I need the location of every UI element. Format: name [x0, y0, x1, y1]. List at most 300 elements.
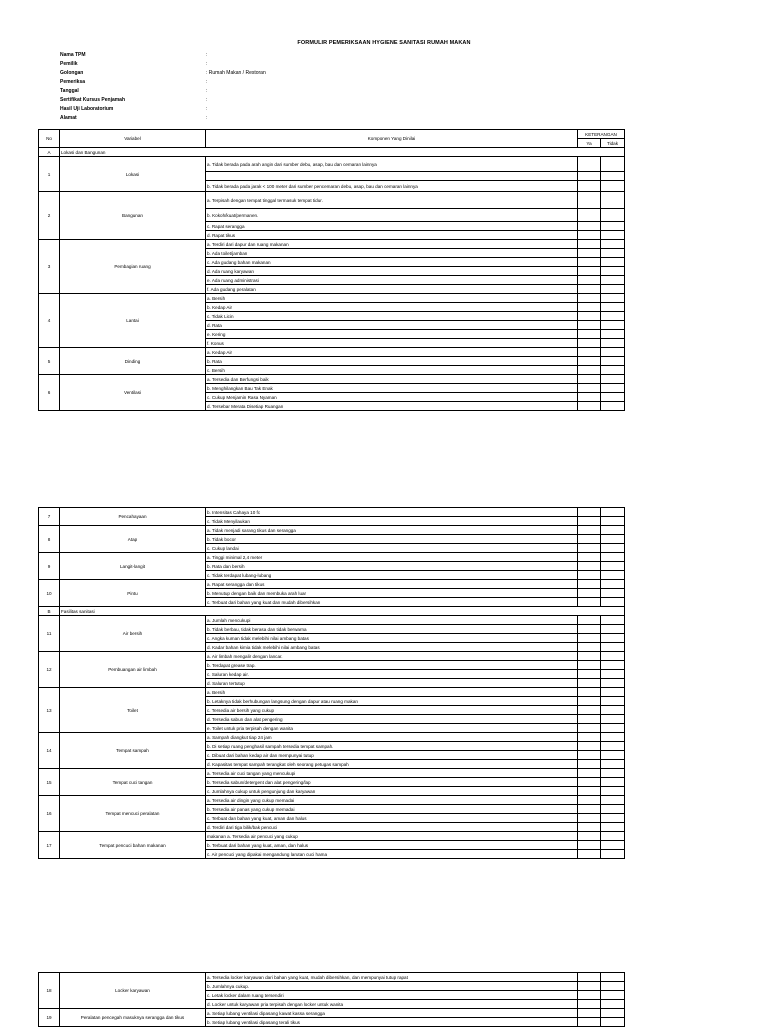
component-item: b. Tersedia sabun/detergent dan alat pengering/lap — [206, 778, 578, 787]
header-field-label: Tanggal — [60, 88, 79, 94]
check-tidak-cell[interactable] — [601, 724, 625, 733]
check-tidak-cell[interactable] — [601, 258, 625, 267]
header-field-label: Nama TPM — [60, 52, 86, 58]
header-field-value[interactable]: : — [206, 115, 208, 121]
check-tidak-cell[interactable] — [601, 643, 625, 652]
check-tidak-cell[interactable] — [601, 805, 625, 814]
inspection-table-page-3 — [38, 972, 625, 1027]
check-ya-cell[interactable] — [578, 517, 601, 526]
check-tidak-cell[interactable] — [601, 508, 625, 517]
row-number: 2 — [39, 192, 60, 240]
inspection-table-page-1 — [38, 129, 625, 411]
check-ya-cell[interactable] — [578, 321, 601, 330]
header-field-value[interactable]: : — [206, 106, 208, 112]
check-tidak-cell[interactable] — [601, 222, 625, 231]
check-ya-cell[interactable] — [578, 832, 601, 841]
component-item: c. Tidak terdapat lubang-lubang — [206, 571, 578, 580]
check-ya-cell[interactable] — [578, 249, 601, 258]
row-variable: Lokasi — [60, 157, 206, 192]
check-ya-cell[interactable] — [578, 375, 601, 384]
check-ya-cell[interactable] — [578, 715, 601, 724]
check-tidak-cell[interactable] — [601, 634, 625, 643]
check-tidak-cell[interactable] — [601, 330, 625, 339]
row-number: 7 — [39, 508, 60, 526]
row-number: 15 — [39, 769, 60, 796]
component-item: c. Terbuat dari bahan yang kuat dan mudah dibersihkan — [206, 598, 578, 607]
check-ya-cell[interactable] — [578, 670, 601, 679]
row-variable: Atap — [60, 526, 206, 553]
check-ya-cell[interactable] — [578, 1018, 601, 1027]
row-number: 16 — [39, 796, 60, 832]
table-row — [39, 294, 625, 303]
table-row — [39, 348, 625, 357]
check-ya-cell[interactable] — [578, 841, 601, 850]
header-field-value[interactable]: : — [206, 97, 208, 103]
check-ya-cell[interactable] — [578, 366, 601, 375]
check-tidak-cell[interactable] — [601, 670, 625, 679]
check-tidak-cell[interactable] — [601, 375, 625, 384]
component-item: b. Tidak berbau, tidak berasa dan tidak berwarna — [206, 625, 578, 634]
component-item: e. Kering — [206, 330, 578, 339]
table-row — [39, 733, 625, 742]
check-ya-cell[interactable] — [578, 294, 601, 303]
check-ya-cell[interactable] — [578, 787, 601, 796]
check-tidak-cell[interactable] — [601, 787, 625, 796]
component-item: c. Tidak Licin — [206, 312, 578, 321]
component-item: d. Rata — [206, 321, 578, 330]
row-number: 17 — [39, 832, 60, 859]
row-variable: Lantai — [60, 294, 206, 348]
row-variable: Tempat pencuci bahan makanan — [60, 832, 206, 859]
check-tidak-cell[interactable] — [601, 249, 625, 258]
check-tidak-cell[interactable] — [601, 526, 625, 535]
check-tidak-cell[interactable] — [601, 535, 625, 544]
check-ya-cell[interactable] — [578, 991, 601, 1000]
component-item: a. Tidak menjadi sarang tikus dan serangga — [206, 526, 578, 535]
header-field-row — [60, 87, 266, 96]
check-tidak-cell[interactable] — [601, 1000, 625, 1009]
component-item: c. Angka kuman tidak melebihi nilai ambang batas — [206, 634, 578, 643]
component-item: b. Terbuat dari bahan yang kuat, aman, dan halus — [206, 841, 578, 850]
component-item: b. Ada toilet/jamban — [206, 249, 578, 258]
component-item: a. Tersedia dan Berfungsi baik — [206, 375, 578, 384]
check-ya-cell[interactable] — [578, 276, 601, 285]
row-variable: Peralatan pencegah masuknya serangga dan tikus — [60, 1009, 206, 1027]
table-row — [39, 1009, 625, 1018]
table-row — [39, 157, 625, 172]
inspection-table-page-2 — [38, 507, 625, 859]
check-ya-cell[interactable] — [578, 402, 601, 411]
component-item: b. Rata dan bersih — [206, 562, 578, 571]
check-tidak-cell[interactable] — [601, 1009, 625, 1018]
check-ya-cell[interactable] — [578, 285, 601, 294]
row-variable: Bangunan — [60, 192, 206, 240]
check-tidak-cell[interactable] — [601, 778, 625, 787]
row-number: 13 — [39, 688, 60, 733]
component-item: f. Konus — [206, 339, 578, 348]
col-ya-header: Ya — [578, 139, 601, 148]
check-ya-cell[interactable] — [578, 778, 601, 787]
component-item: c. Tidak Menyilaukan — [206, 517, 578, 526]
header-field-row — [60, 60, 266, 69]
component-item: b. Setiap lubang ventilasi dipasang terali tikus — [206, 1018, 578, 1027]
component-item: d. Locker untuk karyawan pria terpisah dengan locker untuk wanita — [206, 1000, 578, 1009]
check-ya-cell[interactable] — [578, 330, 601, 339]
check-tidak-cell[interactable] — [601, 973, 625, 982]
check-ya-cell[interactable] — [578, 850, 601, 859]
row-number: 12 — [39, 652, 60, 688]
row-variable: Pintu — [60, 580, 206, 607]
component-item: a. Tersedia locker karyawan dari bahan yang kuat, mudah dibersihkan, dan mempunyai tutup rapat — [206, 973, 578, 982]
check-ya-cell[interactable] — [578, 580, 601, 589]
component-item: a. Setiap lubang ventilasi dipasang kawat kassa serangga — [206, 1009, 578, 1018]
row-variable: Toilet — [60, 688, 206, 733]
table-row — [39, 796, 625, 805]
check-tidak-cell[interactable] — [601, 181, 625, 192]
check-tidak-cell[interactable] — [601, 276, 625, 285]
component-item: c. Ada gudang bahan makanan — [206, 258, 578, 267]
component-item: d. Ada ruang karyawan — [206, 267, 578, 276]
check-ya-cell[interactable] — [578, 544, 601, 553]
check-tidak-cell[interactable] — [601, 294, 625, 303]
component-item: b. Tidak bocor — [206, 535, 578, 544]
table-row — [39, 553, 625, 562]
component-item: a. Bersih — [206, 294, 578, 303]
header-field-row — [60, 78, 266, 87]
check-tidak-cell[interactable] — [601, 339, 625, 348]
check-tidak-cell[interactable] — [601, 580, 625, 589]
check-tidak-cell[interactable] — [601, 393, 625, 402]
header-field-row — [60, 114, 266, 123]
check-ya-cell[interactable] — [578, 598, 601, 607]
table-row — [39, 192, 625, 209]
component-item: e. Ada ruang administrasi — [206, 276, 578, 285]
check-ya-cell[interactable] — [578, 814, 601, 823]
row-variable: Pembagian ruang — [60, 240, 206, 294]
component-item: a. Rapat serangga dan tikus — [206, 580, 578, 589]
table-row — [39, 832, 625, 841]
component-item: c. Saluran kedap air. — [206, 670, 578, 679]
check-tidak-cell[interactable] — [601, 384, 625, 393]
check-ya-cell[interactable] — [578, 742, 601, 751]
header-field-row — [60, 105, 266, 114]
component-item: b. Letaknya tidak berhubungan langsung dengan dapur atau ruang makan — [206, 697, 578, 706]
row-number: 9 — [39, 553, 60, 580]
check-ya-cell[interactable] — [578, 796, 601, 805]
check-ya-cell[interactable] — [578, 679, 601, 688]
row-number: 8 — [39, 526, 60, 553]
row-number: 14 — [39, 733, 60, 769]
check-ya-cell[interactable] — [578, 1009, 601, 1018]
header-field-value[interactable]: : — [206, 79, 208, 85]
check-tidak-cell[interactable] — [601, 589, 625, 598]
header-fields — [60, 51, 266, 123]
check-tidak-cell[interactable] — [601, 312, 625, 321]
check-ya-cell[interactable] — [578, 688, 601, 697]
component-item: a. Air limbah mengalir dengan lancar. — [206, 652, 578, 661]
check-tidak-cell[interactable] — [601, 209, 625, 222]
component-item: a. Tersedia air cuci tangan yang mencukupi — [206, 769, 578, 778]
component-item: b. Kedap Air — [206, 303, 578, 312]
check-ya-cell[interactable] — [578, 724, 601, 733]
header-field-label: Pemeriksa — [60, 79, 86, 85]
check-tidak-cell[interactable] — [601, 366, 625, 375]
row-number: 18 — [39, 973, 60, 1009]
check-tidak-cell[interactable] — [601, 1018, 625, 1027]
check-tidak-cell[interactable] — [601, 598, 625, 607]
col-komponen-header: Komponen Yang Dinilai — [206, 130, 578, 148]
component-item: e. Toilet untuk pria terpisah dengan wanita — [206, 724, 578, 733]
table-row — [39, 616, 625, 625]
col-no-header: No — [39, 130, 60, 148]
check-ya-cell[interactable] — [578, 733, 601, 742]
component-item: b. Terdapat grease trap. — [206, 661, 578, 670]
component-item: c. Terbuat dan bahan yang kuat, aman dan halus — [206, 814, 578, 823]
component-item: c. Bersih — [206, 366, 578, 375]
row-number: 11 — [39, 616, 60, 652]
table-row — [39, 240, 625, 249]
table-row — [39, 652, 625, 661]
check-ya-cell[interactable] — [578, 526, 601, 535]
check-ya-cell[interactable] — [578, 982, 601, 991]
check-ya-cell[interactable] — [578, 625, 601, 634]
check-ya-cell[interactable] — [578, 634, 601, 643]
check-tidak-cell[interactable] — [601, 751, 625, 760]
component-item: f. Ada gudang peralatan — [206, 285, 578, 294]
header-field-row — [60, 96, 266, 105]
check-ya-cell[interactable] — [578, 652, 601, 661]
component-item: d. Kadar bahan kimia tidak melebihi nilai ambang batas — [206, 643, 578, 652]
check-tidak-cell[interactable] — [601, 285, 625, 294]
check-ya-cell[interactable] — [578, 973, 601, 982]
component-item: b. Tersedia air panas yang cukup memadai — [206, 805, 578, 814]
check-tidak-cell[interactable] — [601, 240, 625, 249]
check-tidak-cell[interactable] — [601, 348, 625, 357]
check-ya-cell[interactable] — [578, 393, 601, 402]
check-ya-cell[interactable] — [578, 157, 601, 172]
check-tidak-cell[interactable] — [601, 157, 625, 172]
check-ya-cell[interactable] — [578, 209, 601, 222]
component-item: b. Di setiap ruang penghasil sampah tersedia tempat sampah. — [206, 742, 578, 751]
component-item — [206, 172, 578, 181]
col-variabel-header: Variabel — [60, 130, 206, 148]
check-tidak-cell[interactable] — [601, 616, 625, 625]
header-field-value[interactable]: : — [206, 88, 208, 94]
header-field-label: Sertifikat Kursus Penjamah — [60, 97, 126, 103]
check-tidak-cell[interactable] — [601, 706, 625, 715]
check-ya-cell[interactable] — [578, 172, 601, 181]
header-field-value[interactable]: : — [206, 61, 208, 67]
check-ya-cell[interactable] — [578, 508, 601, 517]
component-item: a. Terpisah dengan tempat tinggal termasuk tempat tidur. — [206, 192, 578, 209]
check-ya-cell[interactable] — [578, 258, 601, 267]
row-number: 10 — [39, 580, 60, 607]
component-item: d. Saluran tertutup — [206, 679, 578, 688]
check-ya-cell[interactable] — [578, 231, 601, 240]
check-ya-cell[interactable] — [578, 339, 601, 348]
component-item: d. Rapat tikus — [206, 231, 578, 240]
check-ya-cell[interactable] — [578, 348, 601, 357]
check-ya-cell[interactable] — [578, 823, 601, 832]
check-ya-cell[interactable] — [578, 751, 601, 760]
check-ya-cell[interactable] — [578, 769, 601, 778]
component-item: c. Tersedia air bersih yang cukup — [206, 706, 578, 715]
check-tidak-cell[interactable] — [601, 562, 625, 571]
row-variable: Pencahayaan — [60, 508, 206, 526]
row-number: 19 — [39, 1009, 60, 1027]
component-item: c. Cukup Menjamin Rasa Nyaman — [206, 393, 578, 402]
check-tidak-cell[interactable] — [601, 267, 625, 276]
component-item: d. Kapasitas tempat sampah terangkat oleh seorang petugas sampah — [206, 760, 578, 769]
check-ya-cell[interactable] — [578, 553, 601, 562]
check-tidak-cell[interactable] — [601, 742, 625, 751]
row-variable: Dinding — [60, 348, 206, 375]
check-tidak-cell[interactable] — [601, 841, 625, 850]
check-tidak-cell[interactable] — [601, 652, 625, 661]
check-tidak-cell[interactable] — [601, 517, 625, 526]
check-tidak-cell[interactable] — [601, 796, 625, 805]
check-ya-cell[interactable] — [578, 706, 601, 715]
table-row — [39, 688, 625, 697]
check-ya-cell[interactable] — [578, 760, 601, 769]
component-item: makanan a. Tersedia air pencuci yang cukup — [206, 832, 578, 841]
check-tidak-cell[interactable] — [601, 832, 625, 841]
section-label: Fasilitas sanitasi — [60, 607, 625, 616]
check-ya-cell[interactable] — [578, 192, 601, 209]
row-variable: Tempat cuci tangan — [60, 769, 206, 796]
component-item: a. Tersedia air dingin yang cukup memadai — [206, 796, 578, 805]
row-number: 6 — [39, 375, 60, 411]
component-item: a. Bersih — [206, 688, 578, 697]
component-item: a. Jumlah mencukupi — [206, 616, 578, 625]
component-item: d. Terdiri dari tiga bilik/bak pencuci — [206, 823, 578, 832]
section-letter: B — [39, 607, 60, 616]
check-tidak-cell[interactable] — [601, 715, 625, 724]
check-tidak-cell[interactable] — [601, 231, 625, 240]
check-ya-cell[interactable] — [578, 661, 601, 670]
table-row — [39, 526, 625, 535]
section-row — [39, 148, 625, 157]
check-tidak-cell[interactable] — [601, 982, 625, 991]
check-tidak-cell[interactable] — [601, 814, 625, 823]
check-tidak-cell[interactable] — [601, 357, 625, 366]
check-tidak-cell[interactable] — [601, 544, 625, 553]
check-tidak-cell[interactable] — [601, 303, 625, 312]
check-tidak-cell[interactable] — [601, 688, 625, 697]
component-item: b. Tidak berada pada jarak < 100 meter dari sumber pencemaran debu, asap, bau dan cemaran lainnya — [206, 181, 578, 192]
check-tidak-cell[interactable] — [601, 192, 625, 209]
check-ya-cell[interactable] — [578, 267, 601, 276]
check-tidak-cell[interactable] — [601, 769, 625, 778]
check-ya-cell[interactable] — [578, 697, 601, 706]
check-tidak-cell[interactable] — [601, 553, 625, 562]
check-tidak-cell[interactable] — [601, 733, 625, 742]
row-number: 1 — [39, 157, 60, 192]
check-ya-cell[interactable] — [578, 571, 601, 580]
row-number: 5 — [39, 348, 60, 375]
component-item: a. Terdiri dari dapur dan ruang makanan — [206, 240, 578, 249]
table-row — [39, 769, 625, 778]
check-tidak-cell[interactable] — [601, 402, 625, 411]
section-label: Lokasi dan Bangunan — [60, 148, 625, 157]
check-ya-cell[interactable] — [578, 181, 601, 192]
section-letter: A — [39, 148, 60, 157]
row-variable: Pembuangan air limbah — [60, 652, 206, 688]
header-field-label: Hasil Uji Laboratorium — [60, 106, 114, 112]
check-ya-cell[interactable] — [578, 240, 601, 249]
table-row — [39, 580, 625, 589]
section-row — [39, 607, 625, 616]
check-tidak-cell[interactable] — [601, 571, 625, 580]
table-header-row — [39, 130, 625, 139]
table-row — [39, 508, 625, 517]
check-ya-cell[interactable] — [578, 303, 601, 312]
check-ya-cell[interactable] — [578, 357, 601, 366]
component-item: b. Kokoh/kuat/permanen. — [206, 209, 578, 222]
check-tidak-cell[interactable] — [601, 823, 625, 832]
row-variable: Locker karyawan — [60, 973, 206, 1009]
component-item: c. Jumlahnya cukup untuk pengunjung dan karyawan — [206, 787, 578, 796]
check-ya-cell[interactable] — [578, 643, 601, 652]
check-ya-cell[interactable] — [578, 1000, 601, 1009]
component-item: c. Dibuat dari bahan kedap air dan mempunyai tutup — [206, 751, 578, 760]
check-ya-cell[interactable] — [578, 562, 601, 571]
component-item: d. Tersedia sabun dan alat pengering — [206, 715, 578, 724]
table-row — [39, 375, 625, 384]
component-item: a. Tidak berada pada arah angin dari sumber debu, asap, bau dan cemaran lainnya — [206, 157, 578, 172]
check-tidak-cell[interactable] — [601, 850, 625, 859]
check-tidak-cell[interactable] — [601, 172, 625, 181]
check-ya-cell[interactable] — [578, 805, 601, 814]
check-tidak-cell[interactable] — [601, 991, 625, 1000]
check-tidak-cell[interactable] — [601, 661, 625, 670]
component-item: b. Menghilangkan Bau Tak Enak — [206, 384, 578, 393]
header-field-label: Alamat — [60, 115, 77, 121]
component-item: a. Tinggi minimal 2,4 meter — [206, 553, 578, 562]
check-tidak-cell[interactable] — [601, 625, 625, 634]
col-keterangan-header: KETERANGAN — [578, 130, 625, 139]
check-ya-cell[interactable] — [578, 384, 601, 393]
header-field-value[interactable]: : Rumah Makan / Restoran — [206, 70, 266, 76]
row-variable: Langit-langit — [60, 553, 206, 580]
check-ya-cell[interactable] — [578, 222, 601, 231]
check-ya-cell[interactable] — [578, 616, 601, 625]
check-ya-cell[interactable] — [578, 312, 601, 321]
component-item: c. Air pencuci yang dipakai mengandung larutan cuci hama — [206, 850, 578, 859]
header-field-label: Pemilik — [60, 61, 78, 67]
row-variable: Ventilasi — [60, 375, 206, 411]
component-item: c. Letak locker dalam ruang tersendiri — [206, 991, 578, 1000]
component-item: c. Rapat serangga — [206, 222, 578, 231]
header-field-label: Golongan — [60, 70, 84, 76]
check-ya-cell[interactable] — [578, 535, 601, 544]
component-item: b. Jumlahnya cukup. — [206, 982, 578, 991]
component-item: a. Kedap Air — [206, 348, 578, 357]
check-tidak-cell[interactable] — [601, 679, 625, 688]
header-field-value[interactable]: : — [206, 52, 208, 58]
check-ya-cell[interactable] — [578, 589, 601, 598]
form-title: FORMULIR PEMERIKSAAN HYGIENE SANITASI RUMAH MAKAN — [297, 40, 471, 46]
table-row — [39, 973, 625, 982]
component-item: a. Sampah diangkut tiap 24 jam — [206, 733, 578, 742]
check-tidak-cell[interactable] — [601, 760, 625, 769]
component-item: c. Cukup landai — [206, 544, 578, 553]
check-tidak-cell[interactable] — [601, 697, 625, 706]
component-item: b. Menutup dengan baik dan membuka arah luar — [206, 589, 578, 598]
check-tidak-cell[interactable] — [601, 321, 625, 330]
component-item: d. Tersebar Merata Disetiap Ruangan — [206, 402, 578, 411]
row-number: 3 — [39, 240, 60, 294]
